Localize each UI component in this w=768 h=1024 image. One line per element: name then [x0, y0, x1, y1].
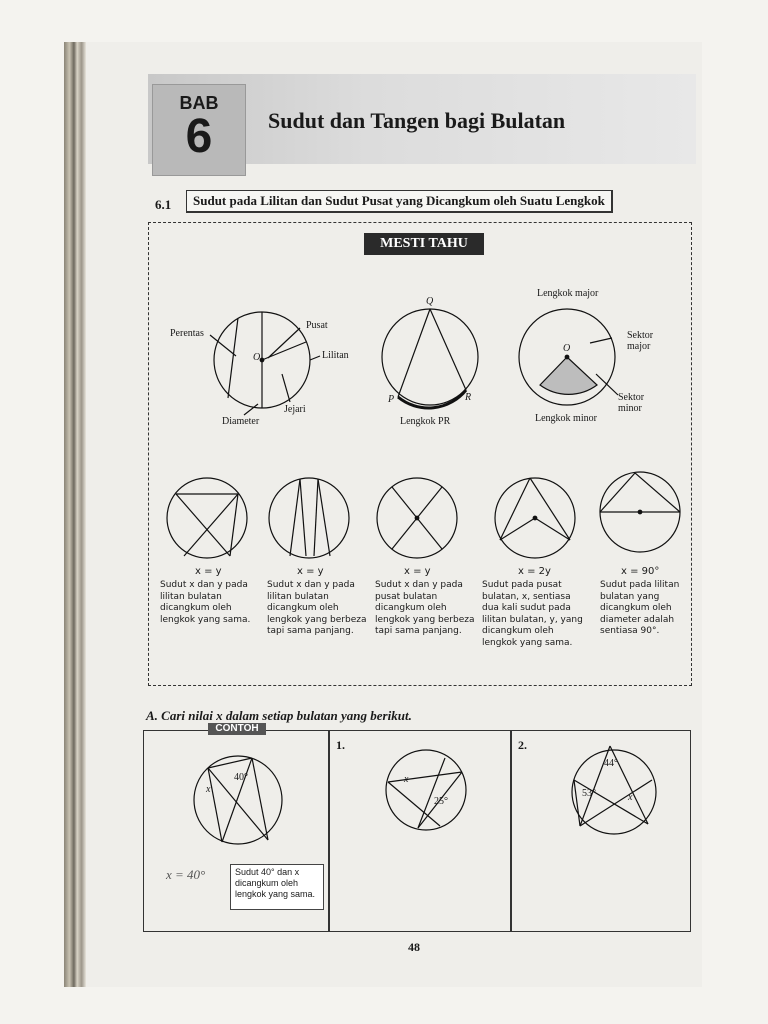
- example-note: Sudut 40° dan x dicangkum oleh lengkok yang sama.: [230, 864, 324, 910]
- sector-diagram: [519, 309, 618, 405]
- question-1-number: 1.: [336, 738, 345, 752]
- section-number: 6.1: [155, 197, 172, 212]
- label-perentas: Perentas: [170, 328, 204, 339]
- case3-description: Sudut x dan y pada pusat bulatan dicangkum oleh lengkok yang berbeza tapi sama panjang.: [375, 580, 475, 636]
- case5-diagram: [600, 472, 680, 552]
- mesti-tahu-title: MESTI TAHU: [364, 233, 484, 255]
- case4-description: Sudut pada pusat bulatan, x, sentiasa dua kali sudut pada lilitan bulatan, y, yang dicangkum oleh lengkok yang sama.: [482, 580, 583, 648]
- contoh-label: CONTOH: [208, 723, 266, 735]
- case4-equation: x = 2y: [518, 566, 551, 577]
- label-jejari: Jejari: [284, 404, 306, 415]
- case3-equation: x = y: [404, 566, 431, 577]
- label-q: Q: [426, 296, 434, 307]
- example-angle-label: 40°: [234, 772, 248, 783]
- q1-angle-label: 25°: [434, 796, 448, 807]
- page-number: 48: [408, 940, 420, 954]
- q2-left-angle: 53°: [582, 788, 596, 799]
- label-lengkok-minor: Lengkok minor: [535, 413, 597, 424]
- case3-diagram: [377, 478, 457, 558]
- label-o-3: O: [563, 343, 571, 354]
- case5-equation: x = 90°: [621, 566, 660, 577]
- case4-diagram: [495, 478, 575, 558]
- label-p: P: [388, 394, 395, 405]
- case2-description: Sudut x dan y pada lilitan bulatan dicangkum oleh lengkok yang berbeza tapi sama panjang.: [267, 580, 367, 636]
- label-diameter: Diameter: [222, 416, 260, 427]
- q2-x-label: x: [628, 792, 633, 803]
- label-sektor-major: Sektor major: [627, 330, 654, 352]
- label-lengkok-major: Lengkok major: [537, 288, 599, 299]
- exercise-heading: A. Cari nilai x dalam setiap bulatan yang berikut.: [146, 708, 412, 723]
- example-answer: x = 40°: [166, 867, 206, 882]
- case1-description: Sudut x dan y pada lilitan bulatan dicangkum oleh lengkok yang sama.: [160, 580, 251, 625]
- exercise-divider-1: [328, 730, 330, 932]
- label-o-1: O: [253, 352, 261, 363]
- chapter-title: Sudut dan Tangen bagi Bulatan: [268, 108, 566, 133]
- label-lilitan: Lilitan: [322, 350, 349, 361]
- exercise-divider-2: [510, 730, 512, 932]
- case1-diagram: [167, 478, 247, 558]
- question-2-number: 2.: [518, 738, 527, 752]
- q1-x-label: x: [404, 774, 409, 785]
- case5-description: Sudut pada lilitan bulatan yang dicangkum oleh diameter adalah sentiasa 90°.: [600, 580, 680, 636]
- chapter-bab-label: BAB: [179, 93, 219, 113]
- case2-equation: x = y: [297, 566, 324, 577]
- case2-diagram: [269, 478, 349, 558]
- label-r: R: [465, 392, 472, 403]
- circle-parts-diagram: [210, 312, 320, 415]
- chapter-number: 6: [185, 110, 213, 163]
- example-x-label: x: [206, 784, 211, 795]
- label-sektor-minor: Sektor minor: [618, 392, 645, 414]
- label-lengkok-pr: Lengkok PR: [400, 416, 451, 427]
- q2-top-angle: 44°: [604, 758, 618, 769]
- label-pusat: Pusat: [306, 320, 328, 331]
- case1-equation: x = y: [195, 566, 222, 577]
- section-title: Sudut pada Lilitan dan Sudut Pusat yang Dicangkum oleh Suatu Lengkok: [186, 190, 613, 213]
- arc-pr-diagram: [382, 309, 478, 408]
